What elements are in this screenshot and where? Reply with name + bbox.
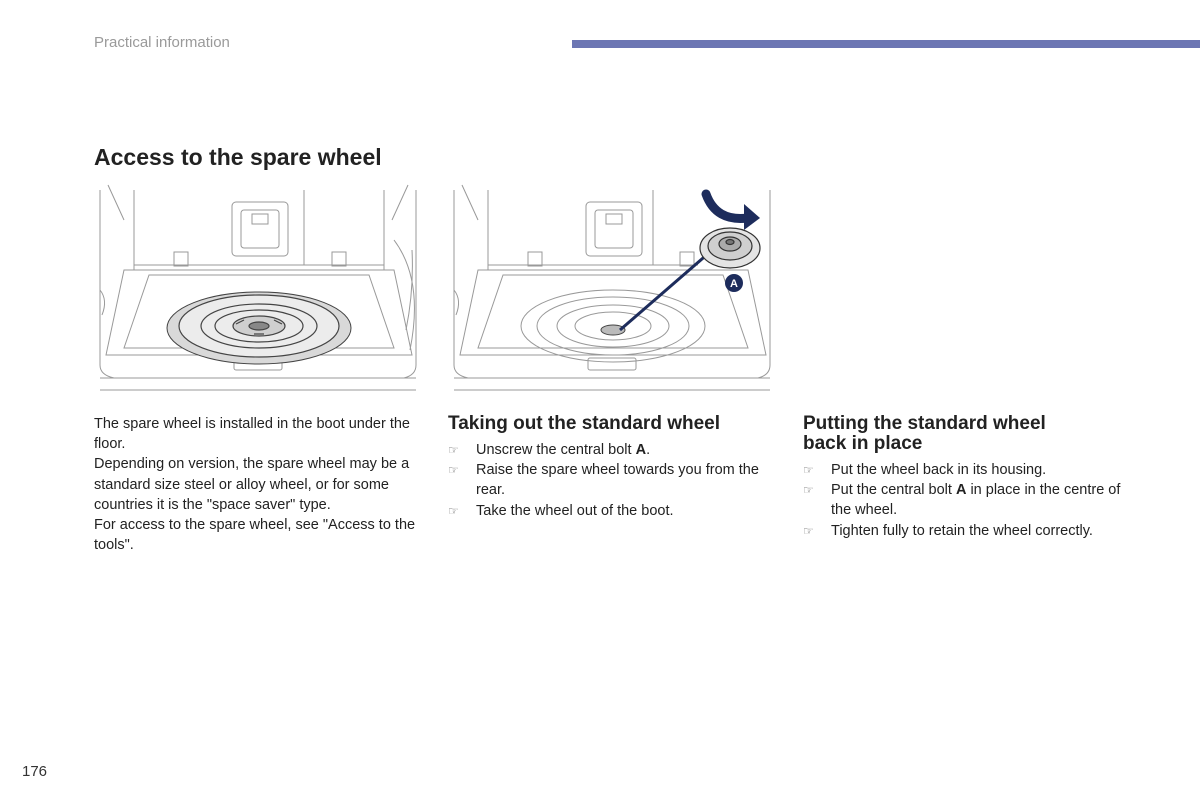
hand-pointer-icon: ☞ <box>448 503 459 518</box>
boot-spare-wheel-illustration <box>94 180 422 402</box>
taking-out-heading: Taking out the standard wheel <box>448 413 721 434</box>
intro-paragraph: For access to the spare wheel, see "Access to the tools". <box>94 517 416 554</box>
hand-pointer-icon: ☞ <box>803 463 814 477</box>
intro-paragraph: The spare wheel is installed in the boot under the floor. <box>94 416 410 453</box>
removing-spare-wheel-illustration <box>448 180 776 402</box>
header-bar <box>572 40 1200 48</box>
intro-column <box>94 414 426 555</box>
callout-a-label: A <box>730 278 738 290</box>
hand-pointer-icon: ☞ <box>448 463 459 478</box>
hand-pointer-icon: ☞ <box>448 443 459 457</box>
step-item: ☞ Put the wheel back in its housing. <box>803 460 1133 480</box>
step-item: ☞ Raise the spare wheel towards you from the rear. <box>448 462 759 499</box>
step-item: ☞ Unscrew the central bolt A. <box>448 440 768 460</box>
step-item: ☞ Take the wheel out of the boot. <box>448 501 768 521</box>
hand-pointer-icon: ☞ <box>803 523 814 538</box>
putting-back-column <box>803 414 1133 541</box>
page-number: 176 <box>22 763 48 780</box>
putting-back-steps <box>803 460 1133 541</box>
hand-pointer-icon: ☞ <box>803 483 814 498</box>
page-title: Access to the spare wheel <box>94 144 382 170</box>
intro-paragraph: Depending on version, the spare wheel may be a standard size steel or alloy wheel, or for some countries it is the "space saver" type. <box>94 456 410 513</box>
step-item: ☞ Tighten fully to retain the wheel correctly. <box>803 521 1133 541</box>
step-item: ☞ Put the central bolt A in place in the centre of the wheel. <box>803 482 1121 519</box>
taking-out-steps <box>448 440 768 521</box>
taking-out-column <box>448 414 768 521</box>
putting-back-heading: Putting the standard wheel back in place <box>803 413 1046 454</box>
section-label: Practical information <box>94 34 230 51</box>
